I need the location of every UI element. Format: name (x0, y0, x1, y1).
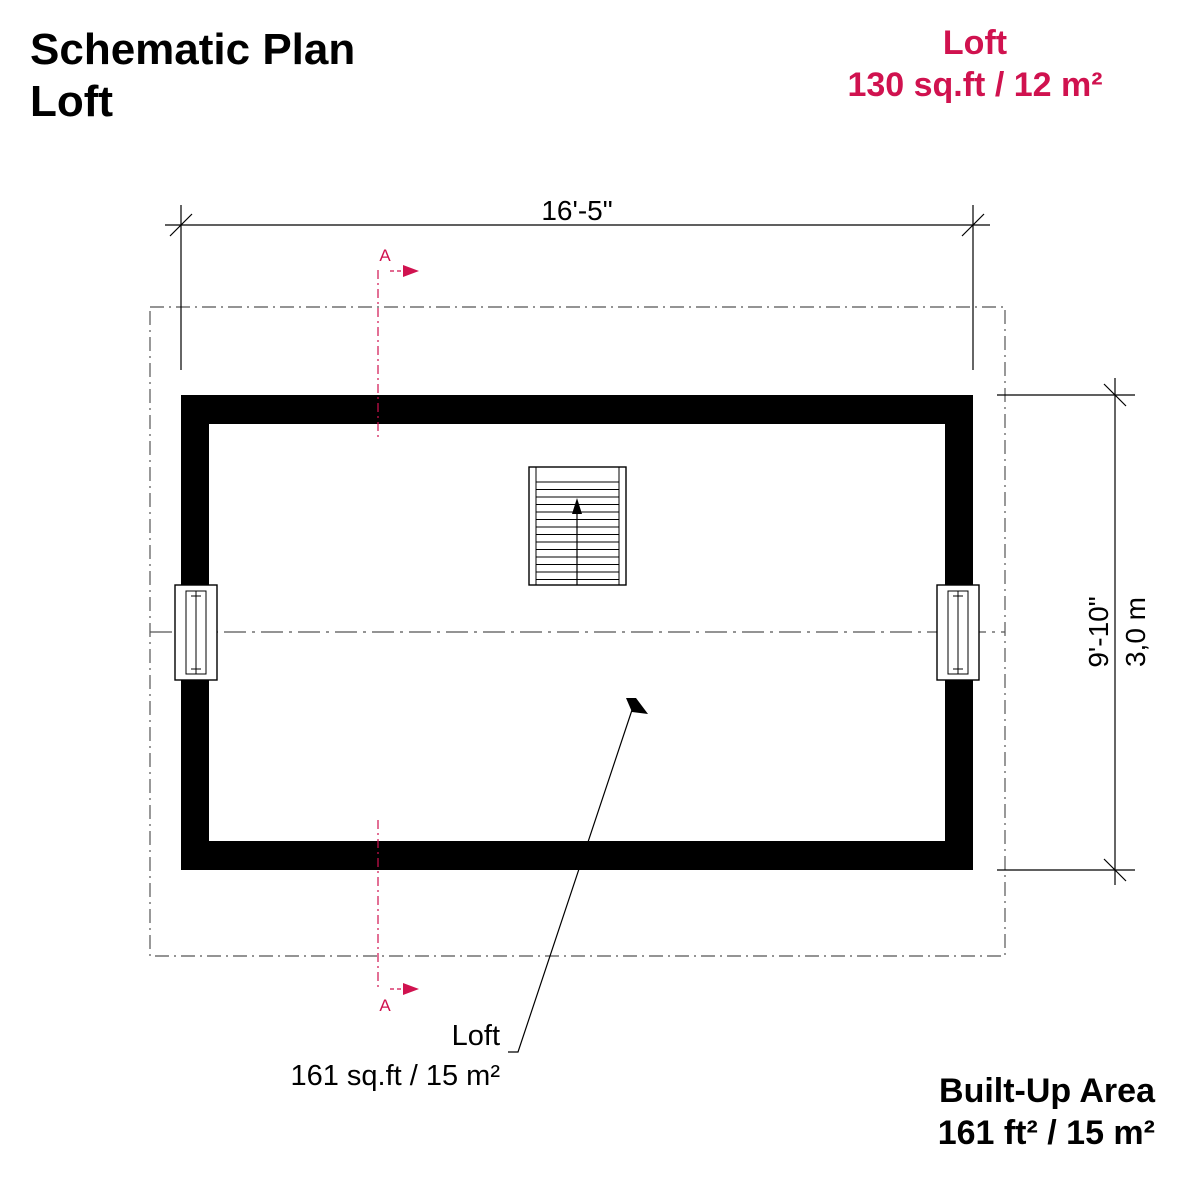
plan-title-line1: Schematic Plan (30, 25, 356, 74)
depth-dimension-metric: 3,0 m (1120, 596, 1151, 668)
room-area-label: 161 sq.ft / 15 m² (290, 1060, 500, 1092)
room-name-label: Loft (451, 1020, 500, 1052)
width-dimension-label: 16'-5" (541, 195, 613, 226)
plan-title-line2: Loft (30, 77, 114, 126)
right-window (937, 585, 979, 680)
left-window (175, 585, 217, 680)
section-arrow-top-icon (403, 265, 419, 277)
depth-dimension (997, 378, 1151, 885)
section-label-top: A (379, 246, 391, 265)
loft-summary-area: 130 sq.ft / 12 m² (847, 66, 1103, 104)
room-leader (508, 698, 648, 1052)
width-dimension (165, 195, 990, 370)
depth-dimension-imperial: 9'-10" (1083, 596, 1114, 668)
section-arrow-bottom-icon (403, 983, 419, 995)
staircase (529, 467, 626, 585)
built-up-value: 161 ft² / 15 m² (937, 1114, 1155, 1152)
room-leader-arrow-icon (626, 698, 648, 714)
section-label-bottom: A (379, 996, 391, 1015)
built-up-label: Built-Up Area (939, 1072, 1155, 1110)
loft-summary-label: Loft (942, 24, 1008, 62)
built-up-area (938, 1070, 1155, 1154)
